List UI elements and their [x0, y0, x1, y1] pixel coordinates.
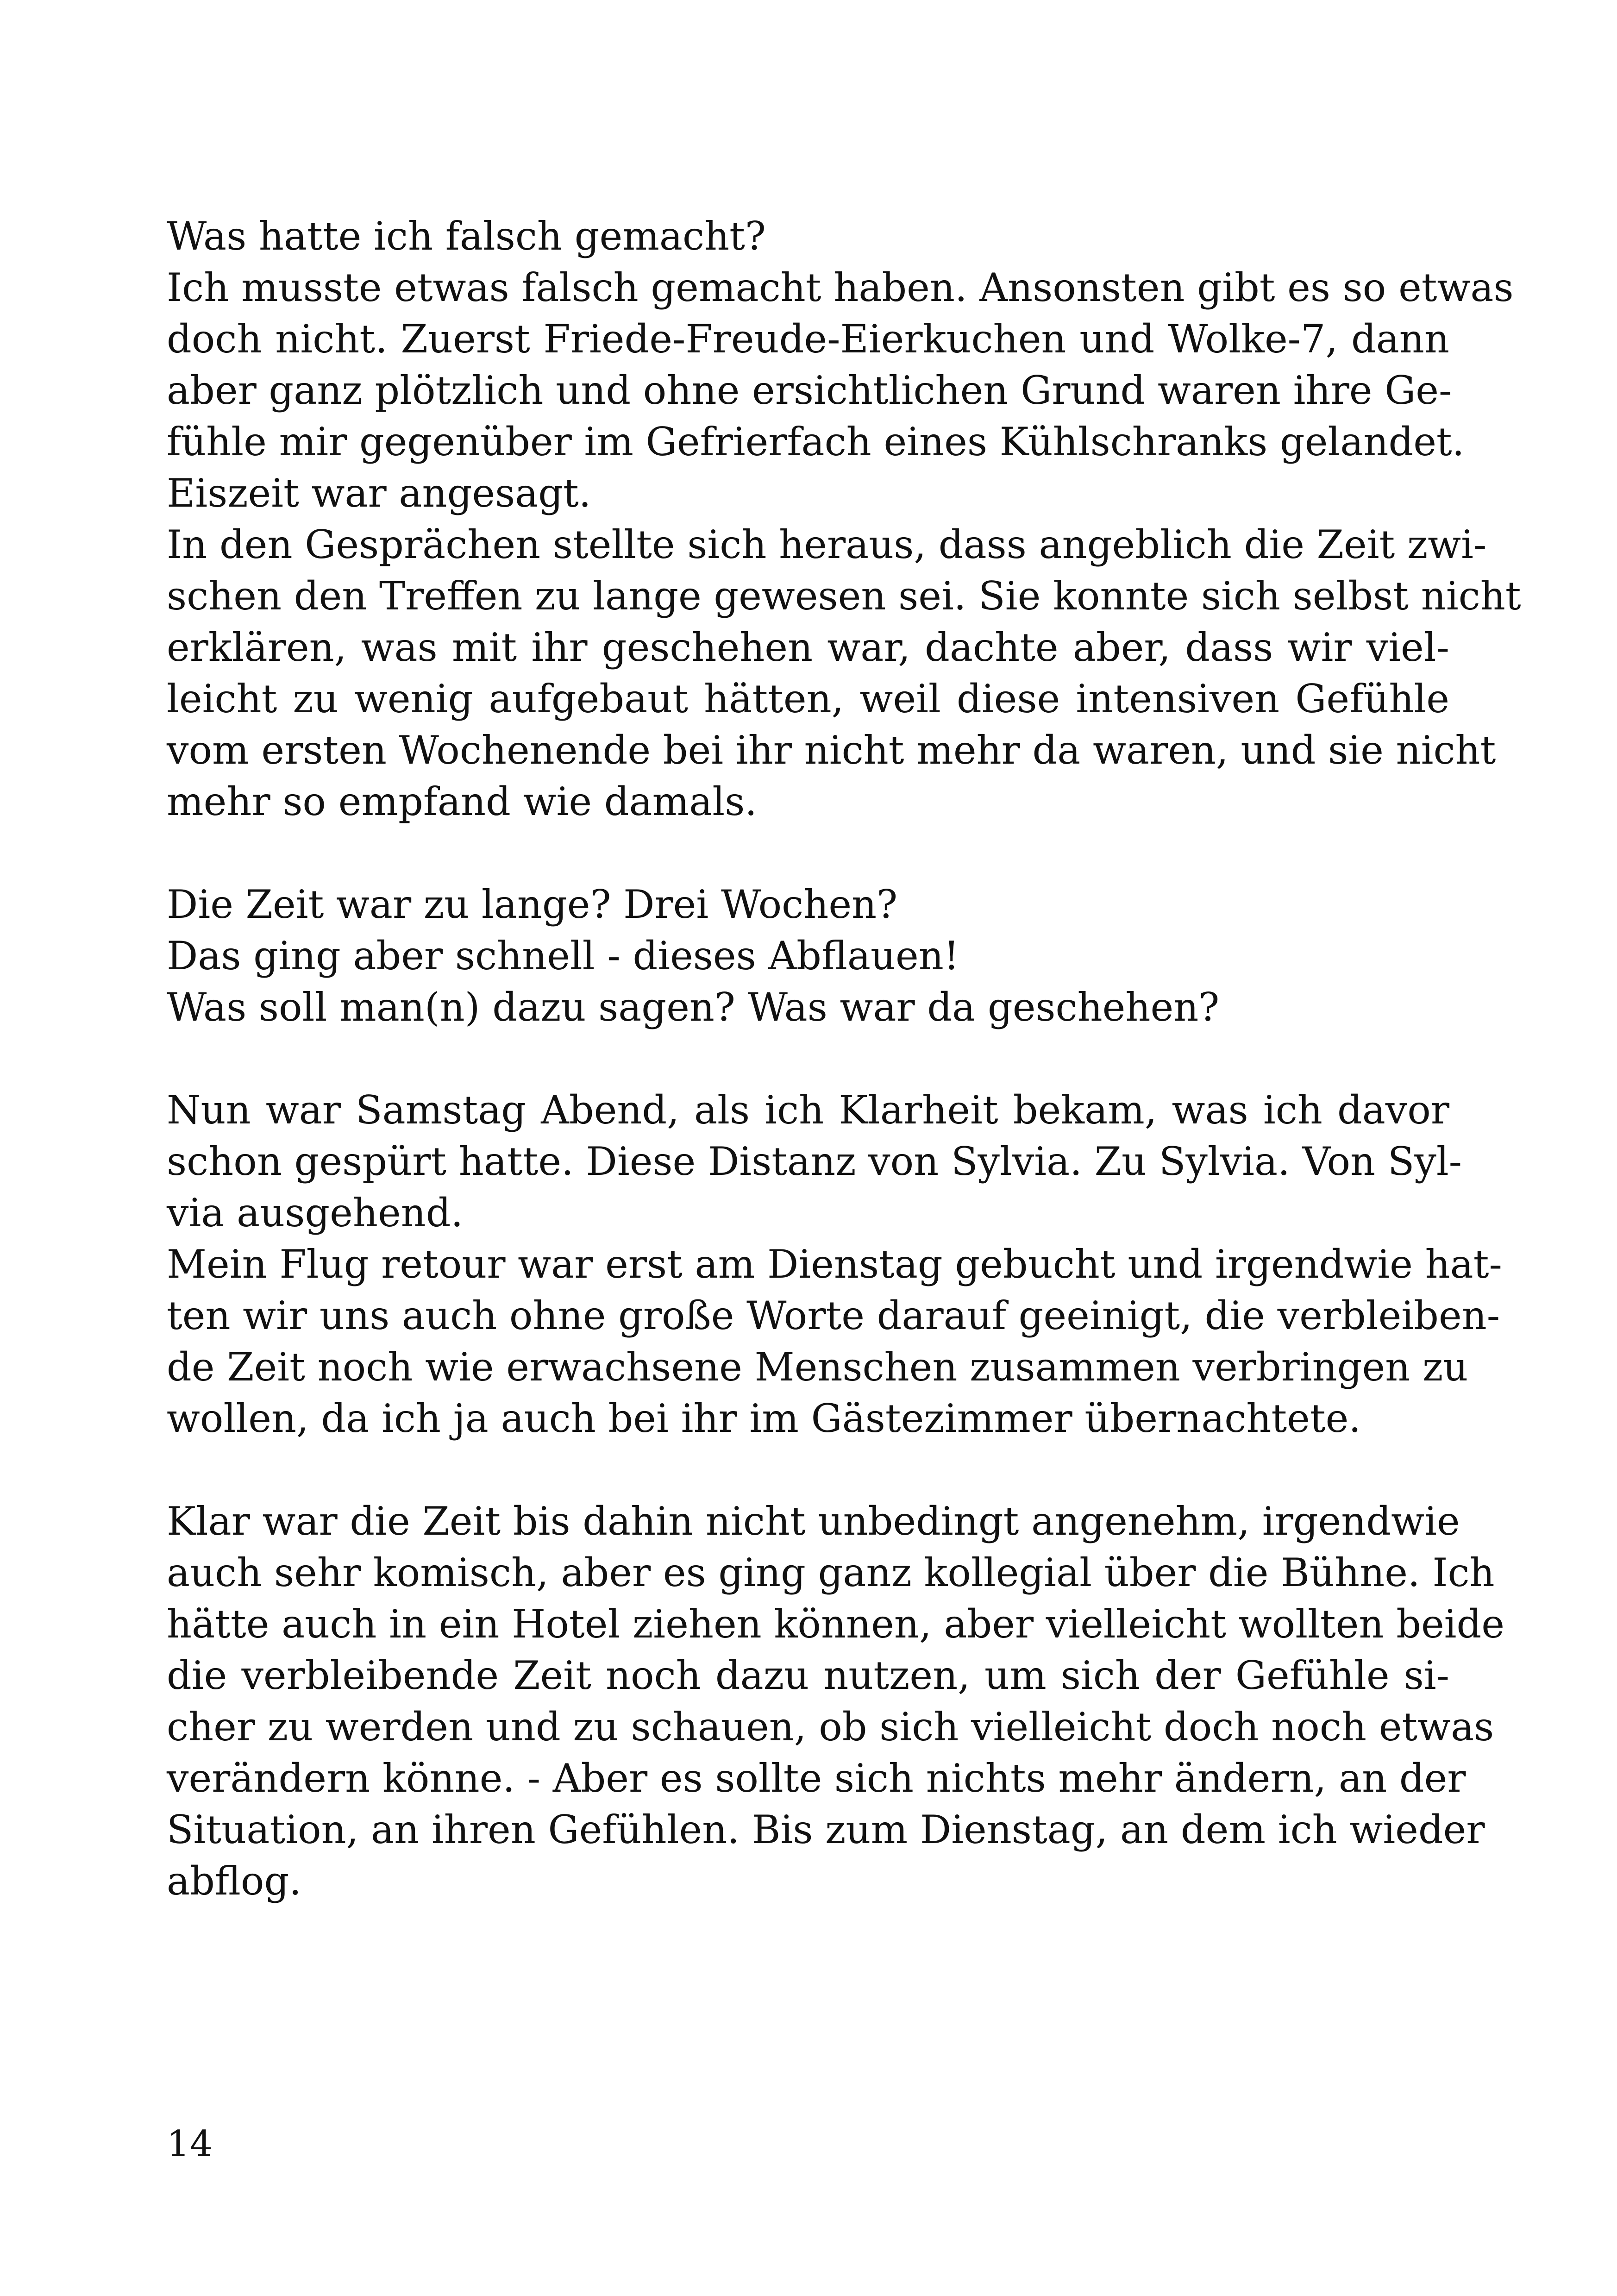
text-line: Ich musste etwas falsch gemacht haben. Ansonsten gibt es so etwas	[167, 265, 1514, 310]
text-line: Situation, an ihren Gefühlen. Bis zum Dienstag, an dem ich wieder	[167, 1807, 1485, 1852]
paragraph-gap	[167, 1444, 1449, 1496]
text-line: vom ersten Wochenende bei ihr nicht mehr da waren, und sie nicht	[167, 728, 1496, 773]
text-line: die verbleibende Zeit noch dazu nutzen, um sich der Gefühle si-	[167, 1653, 1449, 1698]
text-line: Mein Flug retour war erst am Dienstag gebucht und irgendwie hat-	[167, 1242, 1502, 1287]
text-line: de Zeit noch wie erwachsene Menschen zusammen verbringen zu	[167, 1344, 1468, 1390]
text-line: leicht zu wenig aufgebaut hätten, weil diese intensiven Gefühle	[167, 676, 1449, 721]
text-line: Was hatte ich falsch gemacht?	[167, 213, 766, 259]
text-line: schen den Treffen zu lange gewesen sei. Sie konnte sich selbst nicht	[167, 573, 1521, 619]
paragraph	[167, 879, 1449, 1033]
text-line: via ausgehend.	[167, 1190, 464, 1236]
text-line: cher zu werden und zu schauen, ob sich vielleicht doch noch etwas	[167, 1704, 1494, 1750]
body-text	[167, 211, 1521, 1907]
text-line: auch sehr komisch, aber es ging ganz kollegial über die Bühne. Ich	[167, 1550, 1495, 1595]
text-line: erklären, was mit ihr geschehen war, dachte aber, dass wir viel-	[167, 625, 1449, 670]
text-line: verändern könne. - Aber es sollte sich nichts mehr ändern, an der	[167, 1756, 1466, 1801]
paragraph	[167, 211, 1521, 828]
text-line: Das ging aber schnell - dieses Abflauen!	[167, 933, 959, 979]
paragraph-gap	[167, 828, 1449, 879]
text-line: Eiszeit war angesagt.	[167, 470, 591, 516]
paragraph-gap	[167, 1033, 1449, 1085]
text-line: In den Gesprächen stellte sich heraus, dass angeblich die Zeit zwi-	[167, 522, 1487, 567]
page-number: 14	[167, 2123, 213, 2165]
text-line: Die Zeit war zu lange? Drei Wochen?	[167, 882, 898, 927]
text-line: Nun war Samstag Abend, als ich Klarheit bekam, was ich davor	[167, 1087, 1449, 1133]
text-line: schon gespürt hatte. Diese Distanz von Sylvia. Zu Sylvia. Von Syl-	[167, 1139, 1462, 1184]
text-line: mehr so empfand wie damals.	[167, 779, 758, 824]
text-line: abflog.	[167, 1858, 301, 1904]
text-line: Klar war die Zeit bis dahin nicht unbedingt angenehm, irgendwie	[167, 1499, 1460, 1544]
text-line: doch nicht. Zuerst Friede-Freude-Eierkuchen und Wolke-7, dann	[167, 316, 1449, 362]
text-line: ten wir uns auch ohne große Worte darauf geeinigt, die verbleiben-	[167, 1293, 1500, 1338]
text-line: wollen, da ich ja auch bei ihr im Gästezimmer übernachtete.	[167, 1396, 1361, 1441]
text-line: Was soll man(n) dazu sagen? Was war da geschehen?	[167, 985, 1220, 1030]
text-line: fühle mir gegenüber im Gefrierfach eines Kühlschranks gelandet.	[167, 419, 1465, 464]
text-line: aber ganz plötzlich und ohne ersichtlichen Grund waren ihre Ge-	[167, 368, 1452, 413]
text-line: hätte auch in ein Hotel ziehen können, aber vielleicht wollten beide	[167, 1601, 1505, 1647]
paragraph	[167, 1496, 1505, 1907]
paragraph	[167, 1085, 1502, 1444]
